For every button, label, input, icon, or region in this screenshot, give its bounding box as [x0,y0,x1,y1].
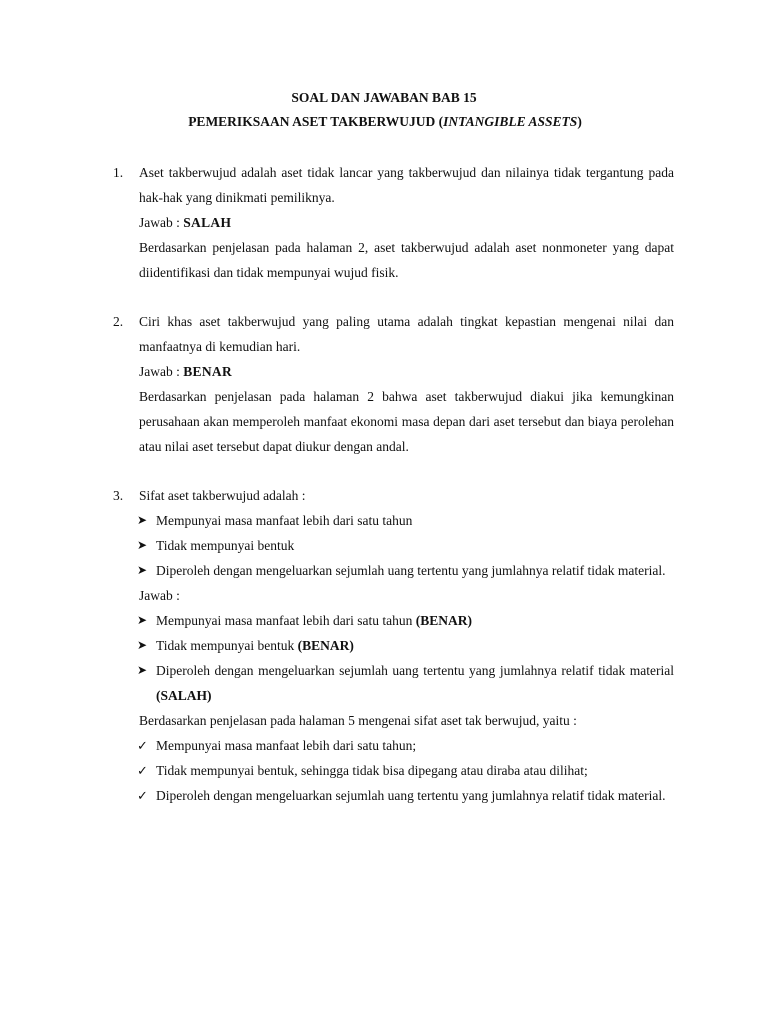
bullet-text: Mempunyai masa manfaat lebih dari satu tahun [156,513,413,528]
title-line-1: SOAL DAN JAWABAN BAB 15 [291,90,477,105]
bullet-item [137,633,674,658]
arrowhead-bullet-icon: ➤ [137,638,148,652]
bullet-text: Diperoleh dengan mengeluarkan sejumlah uang tertentu yang jumlahnya relatif tidak material [156,663,674,678]
answer-bullet-list [137,608,674,708]
answer-label: Jawab : [139,364,180,379]
statement-bullet-list [137,508,674,583]
answer-status: (BENAR) [415,613,473,628]
check-item [137,783,674,808]
question-number: 1. [113,165,124,180]
check-text: Tidak mempunyai bentuk, sehingga tidak bisa dipegang atau diraba atau dilihat; [156,763,588,778]
checkmark-bullet-icon: ✓ [137,738,148,753]
question-body [139,483,674,808]
question-list [113,160,674,832]
title-line-2-italic: INTANGIBLE ASSETS [443,114,578,129]
answer-label: Jawab : [139,588,180,603]
question-body [139,309,674,459]
answer-label: Jawab : [139,215,180,230]
bullet-text: Tidak mempunyai bentuk [156,538,295,553]
answer-explanation: Berdasarkan penjelasan pada halaman 2 bahwa aset takberwujud diakui jika kemungkinan perusahaan akan memperoleh manfaat ekonomi masa depan dari aset tersebut dan biaya perolehan atau nilai aset tersebut dapat diukur dengan andal. [139,389,674,454]
check-item [137,758,674,783]
checkmark-bullet-icon: ✓ [137,788,148,803]
bullet-item [137,658,674,708]
arrowhead-bullet-icon: ➤ [137,663,148,677]
bullet-item [137,508,674,533]
answer-explanation: Berdasarkan penjelasan pada halaman 5 mengenai sifat aset tak berwujud, yaitu : [139,713,577,728]
answer-line [139,359,674,384]
check-text: Mempunyai masa manfaat lebih dari satu tahun; [156,738,417,753]
question-body [139,160,674,285]
checkmark-bullet-icon: ✓ [137,763,148,778]
bullet-text: Tidak mempunyai bentuk [156,638,295,653]
arrowhead-bullet-icon: ➤ [137,538,148,552]
question-statement: Aset takberwujud adalah aset tidak lancar yang takberwujud dan nilainya tidak tergantung pada hak-hak yang dinikmati pemiliknya. [139,165,674,205]
question-statement: Sifat aset takberwujud adalah : [139,488,306,503]
arrowhead-bullet-icon: ➤ [137,513,148,527]
answer-explanation: Berdasarkan penjelasan pada halaman 2, aset takberwujud adalah aset nonmoneter yang dapat diidentifikasi dan tidak mempunyai wujud fisik. [139,240,674,280]
answer-line [139,210,674,235]
bullet-text: Mempunyai masa manfaat lebih dari satu tahun [156,613,413,628]
check-item [137,733,674,758]
answer-value: SALAH [183,215,232,230]
answer-value: BENAR [183,364,233,379]
question-item [113,160,674,285]
bullet-text: Diperoleh dengan mengeluarkan sejumlah uang tertentu yang jumlahnya relatif tidak material. [156,563,666,578]
answer-status: (SALAH) [156,688,212,703]
question-number: 2. [113,314,124,329]
title-line-2 [0,110,768,134]
arrowhead-bullet-icon: ➤ [137,563,148,577]
check-text: Diperoleh dengan mengeluarkan sejumlah uang tertentu yang jumlahnya relatif tidak material. [156,788,666,803]
bullet-item [137,533,674,558]
title-line-2-suffix: ) [577,114,582,129]
question-number: 3. [113,488,124,503]
bullet-item [137,608,674,633]
arrowhead-bullet-icon: ➤ [137,613,148,627]
bullet-item [137,558,674,583]
document-title [0,86,768,134]
question-statement: Ciri khas aset takberwujud yang paling utama adalah tingkat kepastian mengenai nilai dan manfaatnya di kemudian hari. [139,314,674,354]
answer-status: (BENAR) [297,638,354,653]
question-item [113,483,674,808]
title-line-2-prefix: PEMERIKSAAN ASET TAKBERWUJUD ( [188,114,444,129]
question-item [113,309,674,459]
explanation-check-list [137,733,674,808]
